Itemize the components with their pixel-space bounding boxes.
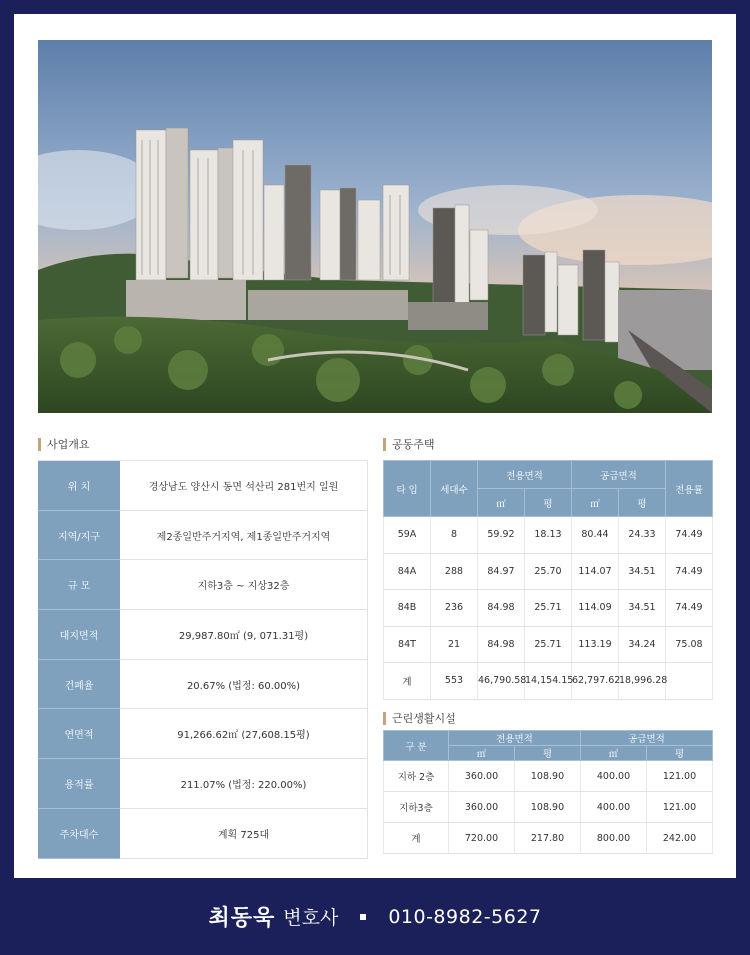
facility-cell: 지하3층 — [384, 792, 449, 823]
header-units: 세대수 — [431, 461, 478, 517]
housing-cell: 74.49 — [666, 553, 713, 590]
housing-cell: 계 — [384, 663, 431, 700]
facility-cell: 217.80 — [515, 823, 581, 854]
housing-row — [384, 590, 713, 627]
header-pyeong: 평 — [619, 489, 666, 517]
housing-cell: 34.24 — [619, 626, 666, 663]
lawyer-name: 최동욱 — [208, 906, 276, 931]
facility-cell: 242.00 — [647, 823, 713, 854]
header-sqm: ㎡ — [581, 746, 647, 761]
housing-cell: 18,996.28 — [619, 663, 666, 700]
header-division: 구 분 — [384, 731, 449, 761]
overview-row — [38, 759, 368, 809]
content-card — [14, 14, 736, 878]
housing-row — [384, 553, 713, 590]
header-exclusive-area: 전용면적 — [449, 731, 581, 746]
overview-value: 20.67% (법정: 60.00%) — [120, 659, 368, 709]
header-exclusive-area: 전용면적 — [478, 461, 572, 489]
phone-number[interactable]: 010-8982-5627 — [388, 905, 542, 928]
housing-row — [384, 626, 713, 663]
housing-cell: 84.97 — [478, 553, 525, 590]
housing-cell: 18.13 — [525, 517, 572, 554]
overview-value: 지하3층 ~ 지상32층 — [120, 560, 368, 610]
facility-cell: 108.90 — [515, 761, 581, 792]
housing-section-title — [383, 436, 435, 452]
housing-row — [384, 663, 713, 700]
housing-cell: 84B — [384, 590, 431, 627]
housing-cell: 74.49 — [666, 590, 713, 627]
header-pyeong: 평 — [647, 746, 713, 761]
header-supply-area: 공급면적 — [572, 461, 666, 489]
housing-cell: 113.19 — [572, 626, 619, 663]
facilities-title-text: 근린생활시설 — [392, 712, 456, 725]
facility-cell: 계 — [384, 823, 449, 854]
overview-row — [38, 659, 368, 709]
facility-cell: 360.00 — [449, 761, 515, 792]
overview-row — [38, 610, 368, 660]
facility-row — [384, 761, 713, 792]
overview-value: 91,266.62㎡ (27,608.15평) — [120, 709, 368, 759]
facility-row — [384, 792, 713, 823]
housing-cell: 62,797.62 — [572, 663, 619, 700]
housing-table — [383, 460, 713, 700]
overview-title-text: 사업개요 — [47, 438, 90, 451]
header-pyeong: 평 — [525, 489, 572, 517]
overview-label: 주차대수 — [38, 808, 120, 858]
header-pyeong: 평 — [515, 746, 581, 761]
housing-cell: 80.44 — [572, 517, 619, 554]
housing-cell: 59.92 — [478, 517, 525, 554]
lawyer-title: 변호사 — [283, 907, 339, 929]
header-supply-area: 공급면적 — [581, 731, 713, 746]
facility-cell: 지하 2층 — [384, 761, 449, 792]
overview-table — [38, 460, 368, 859]
facility-cell: 121.00 — [647, 761, 713, 792]
housing-cell: 25.71 — [525, 590, 572, 627]
housing-cell: 288 — [431, 553, 478, 590]
overview-value: 29,987.80㎡ (9, 071.31평) — [120, 610, 368, 660]
facility-cell: 108.90 — [515, 792, 581, 823]
overview-row — [38, 461, 368, 511]
overview-label: 지역/지구 — [38, 510, 120, 560]
overview-value: 제2종일반주거지역, 제1종일반주거지역 — [120, 510, 368, 560]
overview-section-title — [38, 436, 90, 452]
facility-cell: 400.00 — [581, 761, 647, 792]
facility-cell: 800.00 — [581, 823, 647, 854]
housing-cell: 84.98 — [478, 590, 525, 627]
housing-cell: 74.49 — [666, 517, 713, 554]
housing-cell: 75.08 — [666, 626, 713, 663]
housing-cell: 236 — [431, 590, 478, 627]
housing-cell: 25.71 — [525, 626, 572, 663]
overview-value: 경상남도 양산시 동면 석산리 281번지 일원 — [120, 461, 368, 511]
overview-label: 용적률 — [38, 759, 120, 809]
header-sqm: ㎡ — [478, 489, 525, 517]
overview-row — [38, 808, 368, 858]
header-sqm: ㎡ — [572, 489, 619, 517]
housing-cell: 24.33 — [619, 517, 666, 554]
facility-row — [384, 823, 713, 854]
housing-cell: 34.51 — [619, 553, 666, 590]
header-exclusive-ratio: 전용률 — [666, 461, 713, 517]
housing-cell: 59A — [384, 517, 431, 554]
facilities-table — [383, 730, 713, 854]
overview-row — [38, 510, 368, 560]
housing-cell: 21 — [431, 626, 478, 663]
overview-label: 규 모 — [38, 560, 120, 610]
housing-cell — [666, 663, 713, 700]
header-type: 타 입 — [384, 461, 431, 517]
separator-dot — [360, 914, 366, 920]
housing-cell: 84T — [384, 626, 431, 663]
facility-cell: 121.00 — [647, 792, 713, 823]
housing-cell: 14,154.15 — [525, 663, 572, 700]
housing-cell: 46,790.58 — [478, 663, 525, 700]
housing-cell: 114.07 — [572, 553, 619, 590]
overview-row — [38, 709, 368, 759]
housing-cell: 8 — [431, 517, 478, 554]
housing-cell: 84.98 — [478, 626, 525, 663]
housing-row — [384, 517, 713, 554]
overview-row — [38, 560, 368, 610]
housing-cell: 34.51 — [619, 590, 666, 627]
overview-value: 211.07% (법정: 220.00%) — [120, 759, 368, 809]
overview-label: 대지면적 — [38, 610, 120, 660]
facility-cell: 360.00 — [449, 792, 515, 823]
facility-cell: 720.00 — [449, 823, 515, 854]
overview-label: 연면적 — [38, 709, 120, 759]
facilities-section-title — [383, 710, 456, 726]
overview-value: 계획 725대 — [120, 808, 368, 858]
facility-cell: 400.00 — [581, 792, 647, 823]
header-sqm: ㎡ — [449, 746, 515, 761]
housing-cell: 553 — [431, 663, 478, 700]
contact-footer — [0, 878, 750, 955]
overview-label: 건폐율 — [38, 659, 120, 709]
housing-title-text: 공동주택 — [392, 438, 435, 451]
housing-cell: 25.70 — [525, 553, 572, 590]
overview-label: 위 치 — [38, 461, 120, 511]
apartment-rendering-image — [38, 40, 712, 413]
housing-cell: 84A — [384, 553, 431, 590]
housing-cell: 114.09 — [572, 590, 619, 627]
